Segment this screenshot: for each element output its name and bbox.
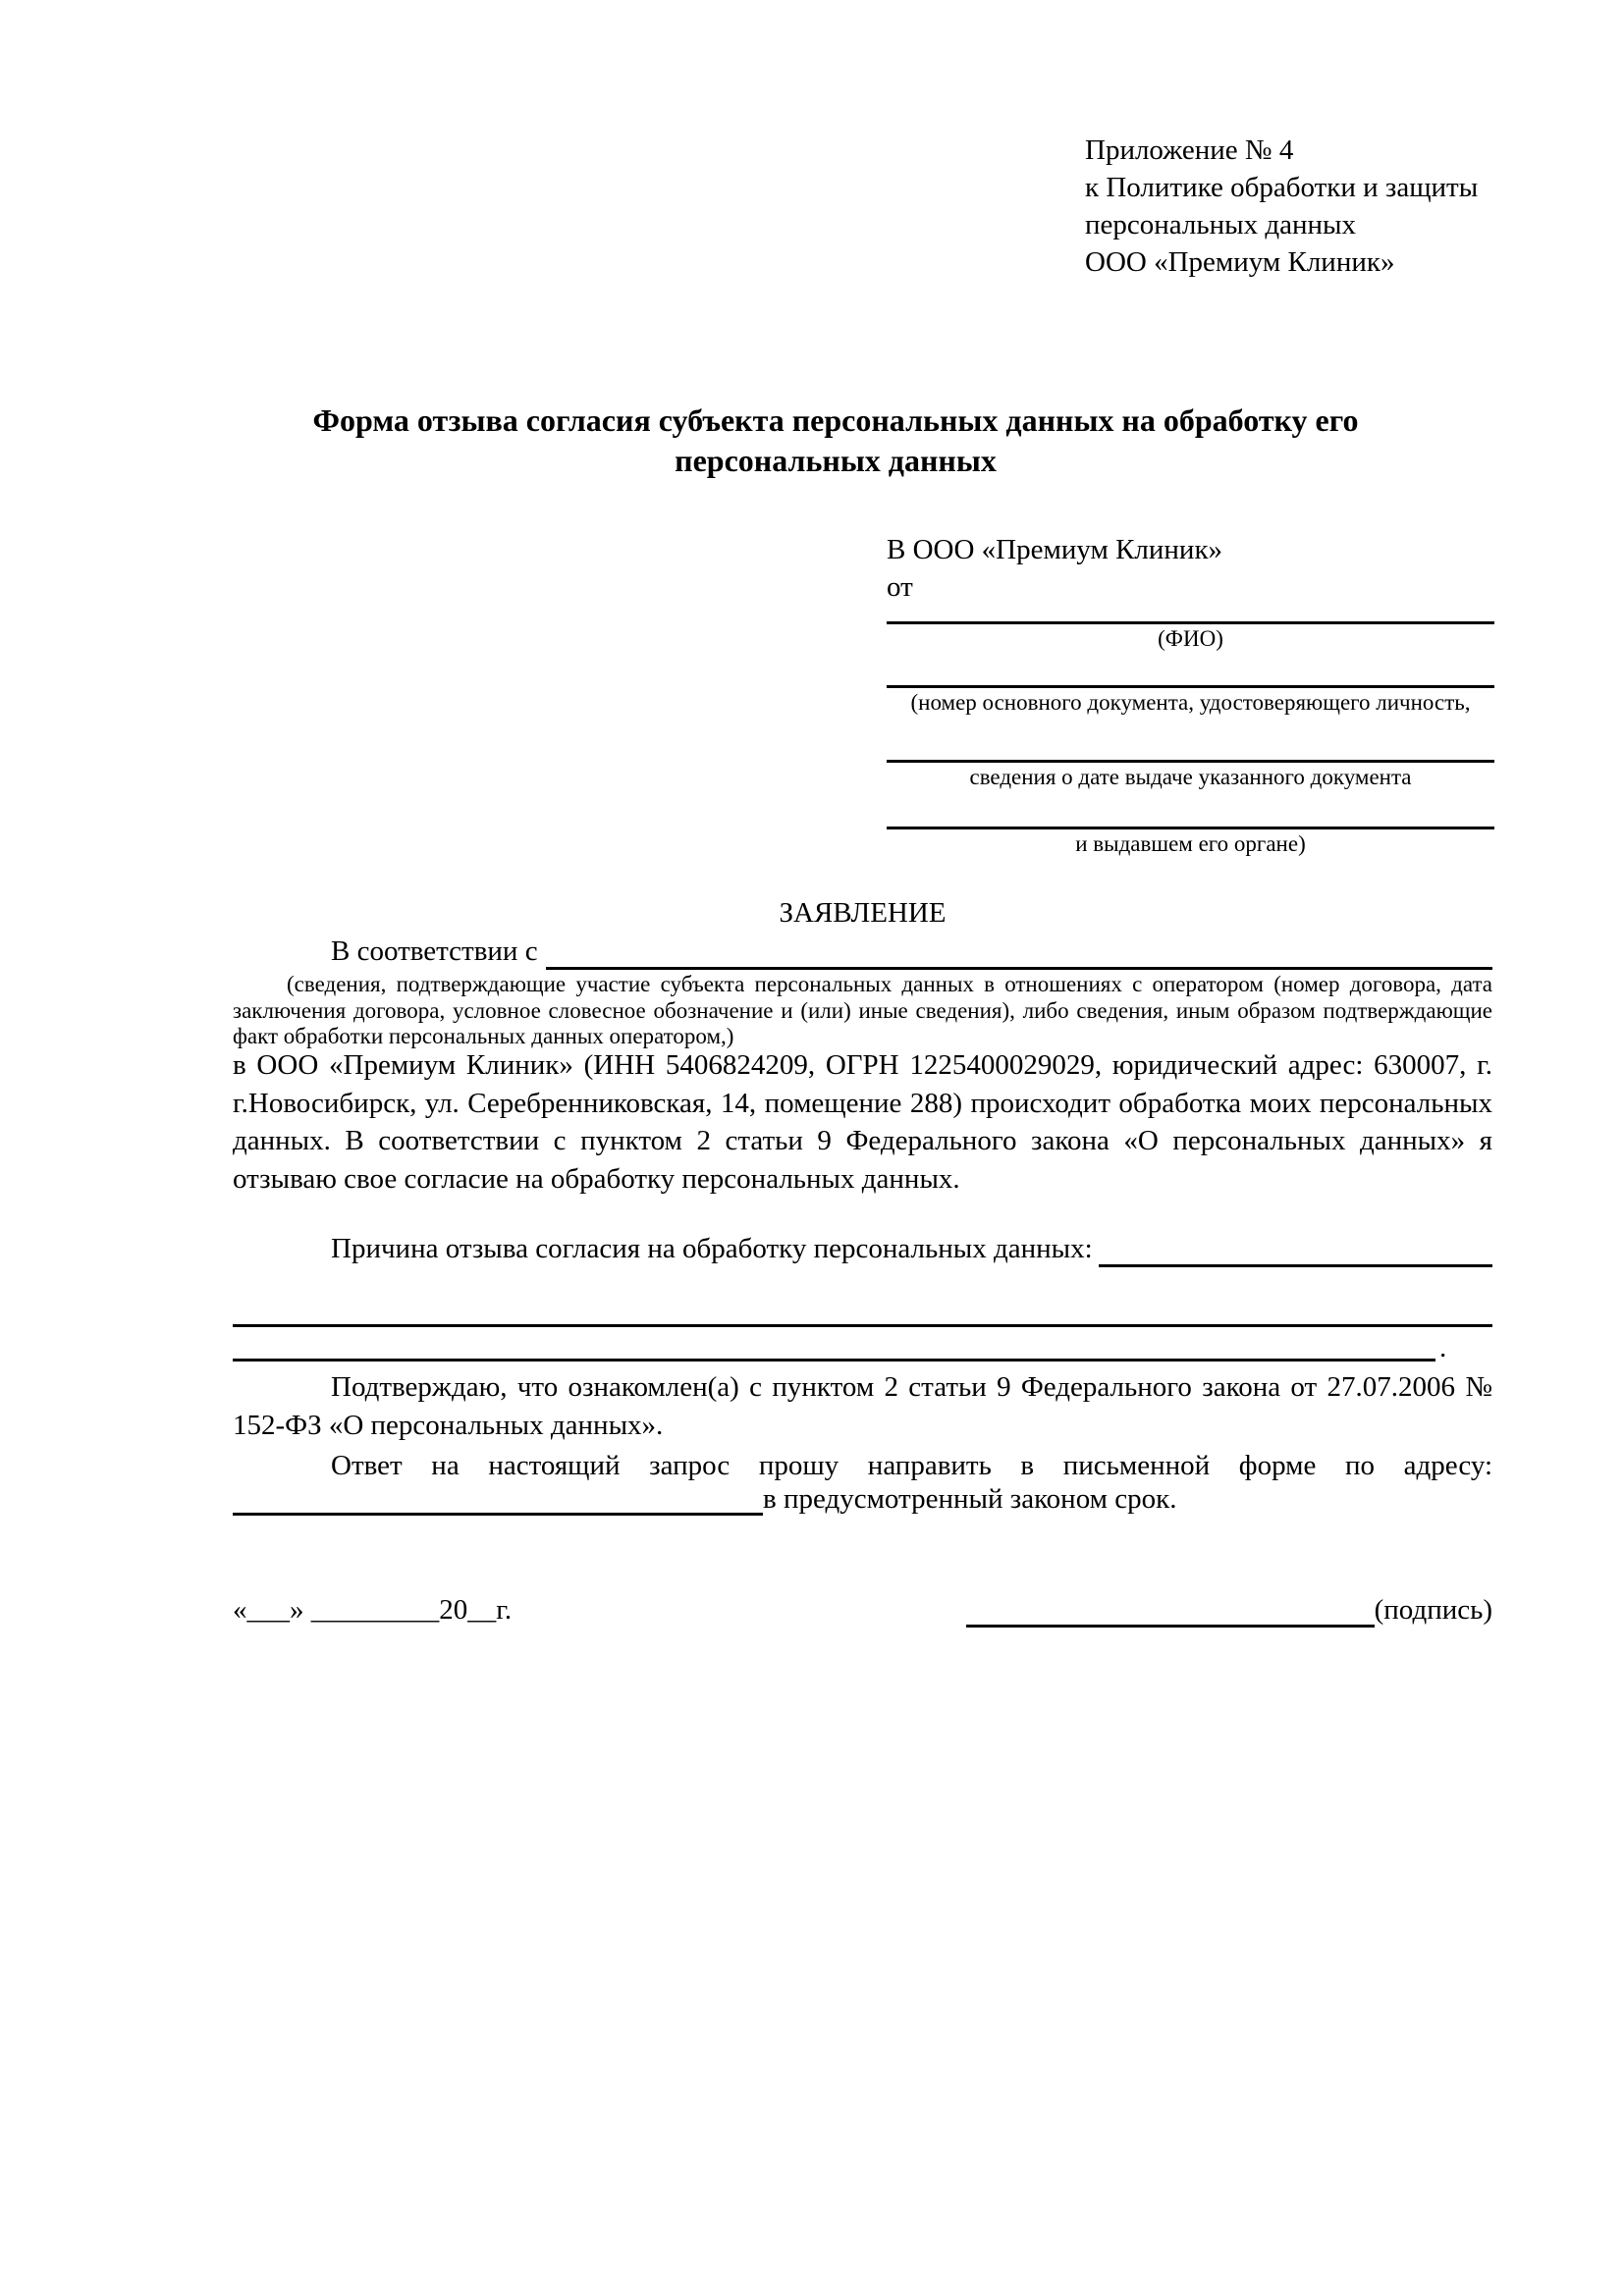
addressee-block [887, 531, 1494, 857]
issue-date-caption: сведения о дате выдаче указанного документа [969, 765, 1412, 789]
reply-address-row [233, 1482, 1492, 1516]
document-number-blank-line [887, 652, 1494, 688]
document-number-caption: (номер основного документа, удостоверяющего личность, [910, 690, 1471, 715]
issuing-authority-field [887, 790, 1494, 857]
fio-blank-line [887, 606, 1494, 624]
annex-line: ООО «Премиум Клиник» [1085, 246, 1395, 278]
statement-body: в ООО «Премиум Клиник» (ИНН 5406824209, ОГРН 1225400029029, юридический адрес: 630007, г. г.Новосибирск, ул. Серебренниковская, 14, помещение 288) происходит обработка моих персональных данных. В соответствии с пунктом 2 статьи 9 Федерального закона «О персональных данных» я отзываю свое согласие на обработку персональных данных. [233, 1049, 1492, 1195]
accordance-label: В соответствии с [331, 935, 538, 967]
blank-line-terminator: . [1439, 1332, 1447, 1363]
confirmation-paragraph: Подтверждаю, что ознакомлен(а) с пунктом 2 статьи 9 Федерального закона от 27.07.2006 № 152-ФЗ «О персональных данных». [233, 1371, 1492, 1441]
document-title: Форма отзыва согласия субъекта персональных данных на обработку его персональных данных [312, 402, 1359, 478]
statement-note: (сведения, подтверждающие участие субъекта персональных данных в отношениях с оператором (номер договора, дата заключения договора, условное словесное обозначение и (или) иные сведения), либо сведения, иным образом подтверждающие факт обработки персональных данных оператором,) [233, 972, 1492, 1048]
annex-line: к Политике обработки и защиты [1085, 172, 1479, 203]
statement-heading: ЗАЯВЛЕНИЕ [779, 897, 947, 929]
date-blank-line: «___» _________20__г. [233, 1594, 513, 1626]
reason-label: Причина отзыва согласия на обработку персональных данных: [331, 1233, 1093, 1264]
signature-group [966, 1592, 1492, 1628]
accordance-row [233, 933, 1492, 970]
reason-blank-line [1099, 1231, 1492, 1267]
reply-request-suffix: в предусмотренный законом срок. [763, 1483, 1177, 1515]
signature-caption: (подпись) [1374, 1594, 1492, 1626]
issuing-authority-blank-line [887, 790, 1494, 829]
signature-row [233, 1592, 1492, 1628]
issue-date-blank-line [887, 716, 1494, 763]
addressee-to: В ООО «Премиум Клиник» [887, 534, 1223, 565]
addressee-from-label: от [887, 571, 913, 603]
annex-reference-block [1085, 132, 1517, 281]
issuing-authority-caption: и выдавшем его органе) [1075, 831, 1306, 856]
fio-caption: (ФИО) [1158, 626, 1223, 651]
document-number-field [887, 652, 1494, 716]
reason-row [233, 1230, 1492, 1267]
fio-field [887, 606, 1494, 652]
signature-blank-line [966, 1597, 1375, 1628]
reply-request-prefix: Ответ на настоящий запрос прошу направить в письменной форме по адресу: [331, 1450, 1492, 1481]
reason-blank-line-3 [233, 1359, 1435, 1362]
accordance-blank-line [546, 934, 1492, 970]
issue-date-field [887, 716, 1494, 790]
reply-address-blank-line [233, 1483, 763, 1516]
annex-line: Приложение № 4 [1085, 134, 1294, 166]
reason-blank-line-2 [233, 1324, 1492, 1327]
annex-line: персональных данных [1085, 209, 1357, 240]
